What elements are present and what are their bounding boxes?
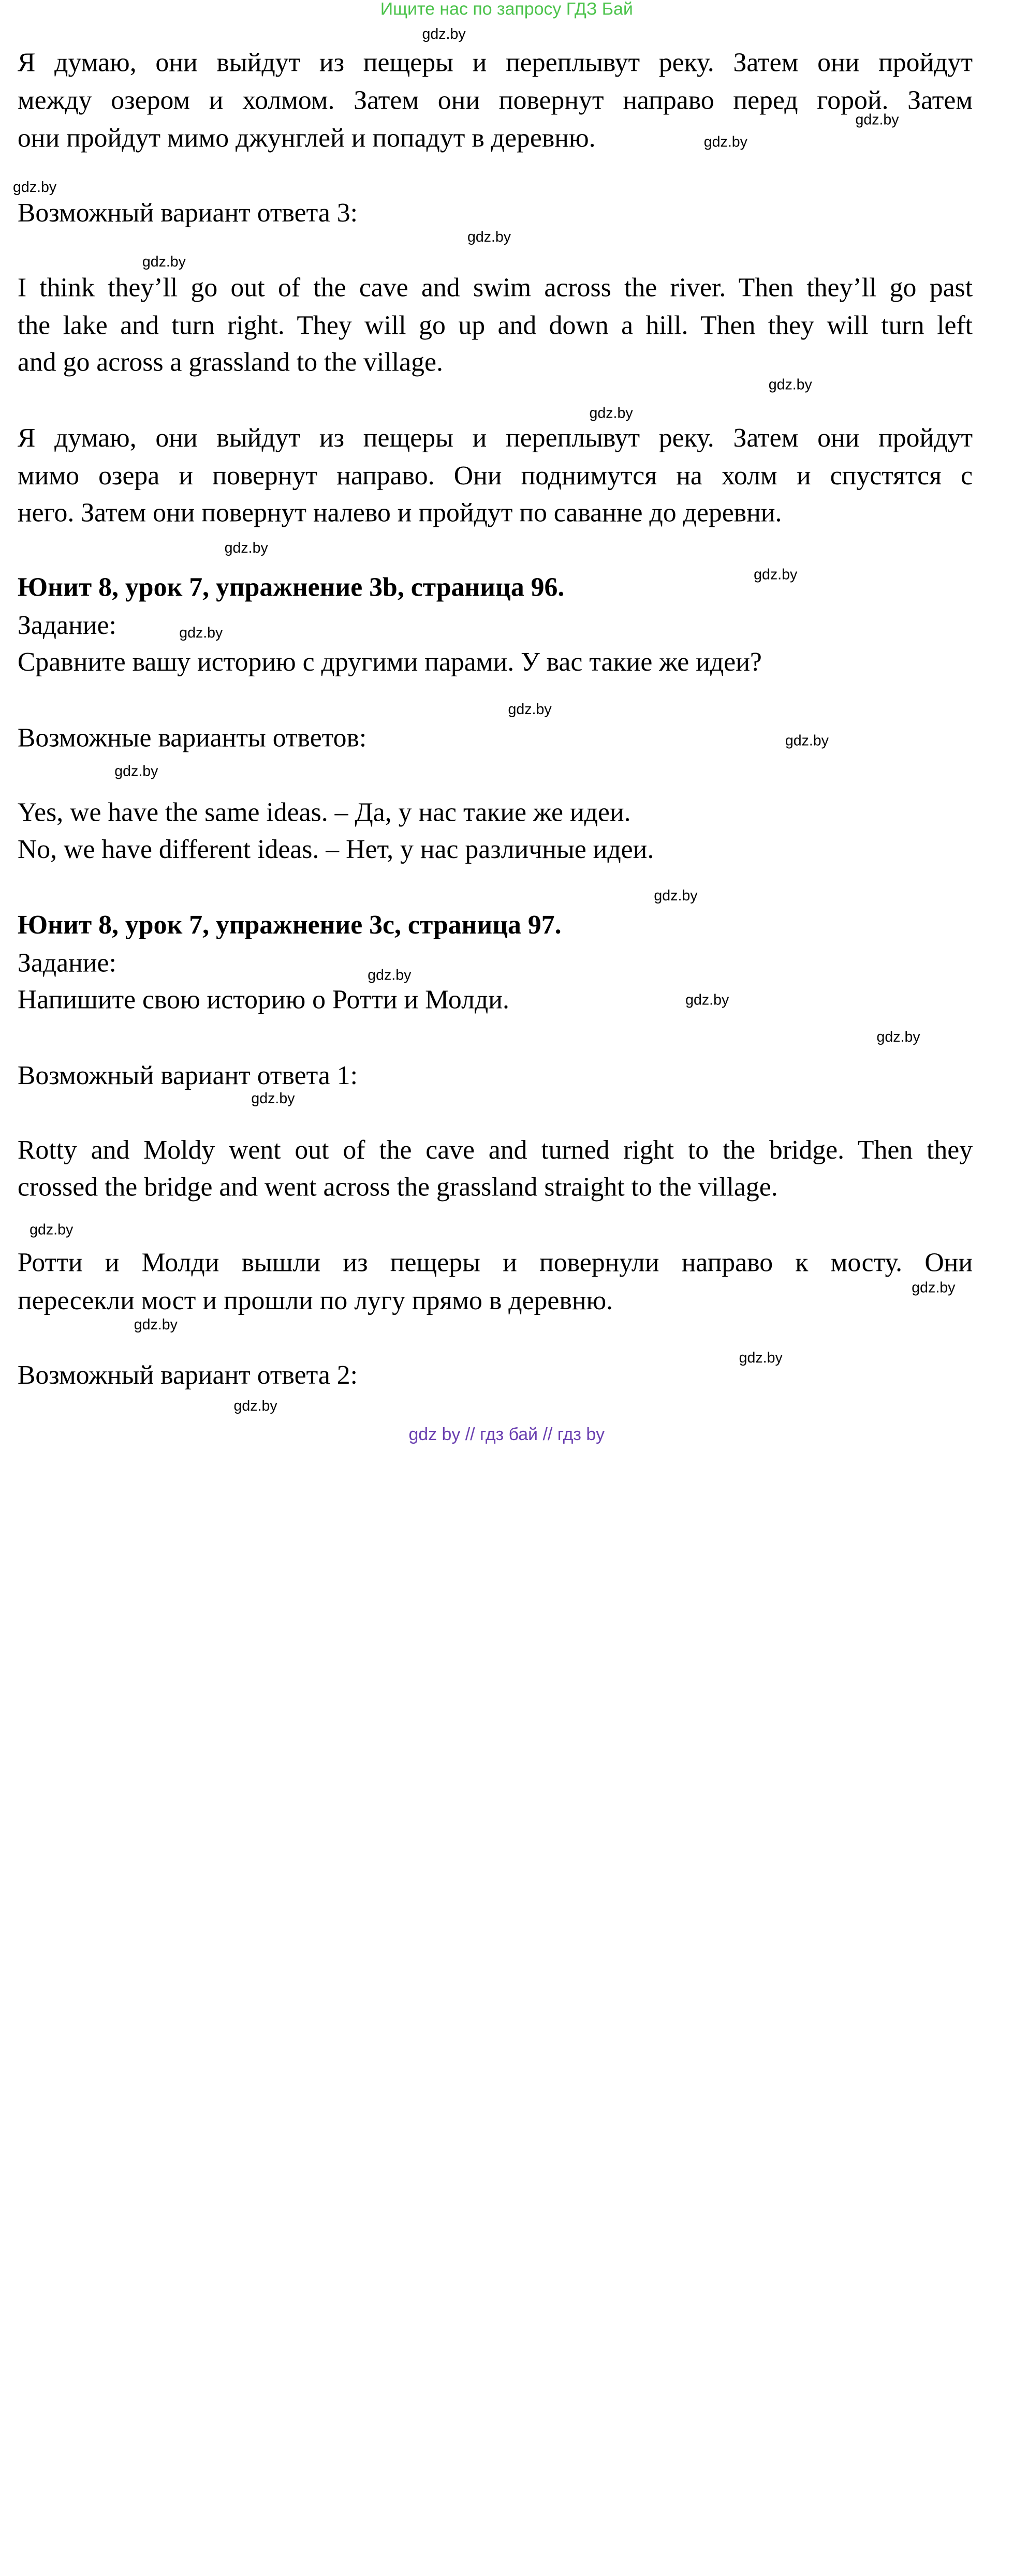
watermark: gdz.by [179, 625, 223, 642]
task-label: Задание: [17, 611, 116, 641]
paragraph-line: Я думаю, они выйдут из пещеры и переплывут реку. Затем они пройдут [17, 48, 973, 78]
watermark: gdz.by [142, 255, 186, 271]
answer-1-label: Возможный вариант ответа 1: [17, 1061, 358, 1091]
exercise-3b-heading: Юнит 8, урок 7, упражнение 3b, страница 96. [17, 573, 565, 603]
answers-label: Возможные варианты ответов: [17, 723, 367, 753]
task-text: Напишите свою историю о Ротти и Молди. [17, 985, 509, 1015]
watermark: gdz.by [508, 702, 552, 718]
watermark: gdz.by [224, 540, 268, 557]
answer-3-label: Возможный вариант ответа 3: [17, 198, 358, 228]
paragraph-line: Я думаю, они выйдут из пещеры и переплывут реку. Затем они пройдут [17, 423, 973, 453]
watermark: gdz.by [422, 26, 466, 43]
watermark: gdz.by [251, 1091, 295, 1107]
paragraph-line: между озером и холмом. Затем они повернут направо перед горой. Затем [17, 85, 973, 115]
exercise-3c-heading: Юнит 8, урок 7, упражнение 3c, страница 97. [17, 910, 562, 940]
paragraph-line: Rotty and Moldy went out of the cave and turned right to the bridge. Then they [17, 1135, 973, 1165]
task-text: Сравните вашу историю с другими парами. У вас такие же идеи? [17, 647, 762, 677]
watermark: gdz.by [876, 1029, 920, 1045]
paragraph-line: мимо озера и повернут направо. Они поднимутся на холм и спустятся с [17, 461, 973, 491]
paragraph-line: него. Затем они повернут налево и пройдут по саванне до деревни. [17, 498, 782, 528]
watermark: gdz.by [739, 1351, 783, 1367]
answer-line: No, we have different ideas. – Нет, у нас различные идеи. [17, 835, 654, 865]
footer-links: gdz by // гдз бай // гдз by [408, 1425, 605, 1445]
watermark: gdz.by [703, 135, 747, 151]
watermark: gdz.by [589, 406, 633, 422]
paragraph-line: Ротти и Молди вышли из пещеры и повернули направо к мосту. Они [17, 1248, 973, 1278]
watermark: gdz.by [233, 1398, 277, 1415]
paragraph-line: они пройдут мимо джунглей и попадут в деревню. [17, 123, 596, 153]
paragraph-line: crossed the bridge and went across the grassland straight to the village. [17, 1172, 778, 1202]
watermark: gdz.by [785, 733, 829, 749]
paragraph-line: I think they’ll go out of the cave and swim across the river. Then they’ll go past [17, 273, 973, 303]
watermark: gdz.by [368, 968, 412, 984]
answer-line: Yes, we have the same ideas. – Да, у нас такие же идеи. [17, 798, 631, 828]
search-banner: Ищите нас по запросу ГДЗ Бай [380, 0, 633, 20]
task-label: Задание: [17, 948, 116, 978]
watermark: gdz.by [912, 1280, 956, 1296]
watermark: gdz.by [754, 567, 798, 583]
watermark: gdz.by [685, 993, 729, 1009]
watermark: gdz.by [654, 888, 698, 905]
paragraph-line: the lake and turn right. They will go up and down a hill. Then they will turn left [17, 310, 973, 340]
watermark: gdz.by [855, 112, 899, 128]
answer-2-label: Возможный вариант ответа 2: [17, 1360, 358, 1390]
paragraph-line: and go across a grassland to the village. [17, 348, 443, 378]
watermark: gdz.by [134, 1317, 178, 1334]
paragraph-line: пересекли мост и прошли по лугу прямо в деревню. [17, 1286, 613, 1316]
watermark: gdz.by [114, 764, 158, 780]
watermark: gdz.by [768, 377, 812, 393]
watermark: gdz.by [12, 180, 57, 196]
watermark: gdz.by [30, 1222, 74, 1238]
watermark: gdz.by [467, 229, 511, 246]
